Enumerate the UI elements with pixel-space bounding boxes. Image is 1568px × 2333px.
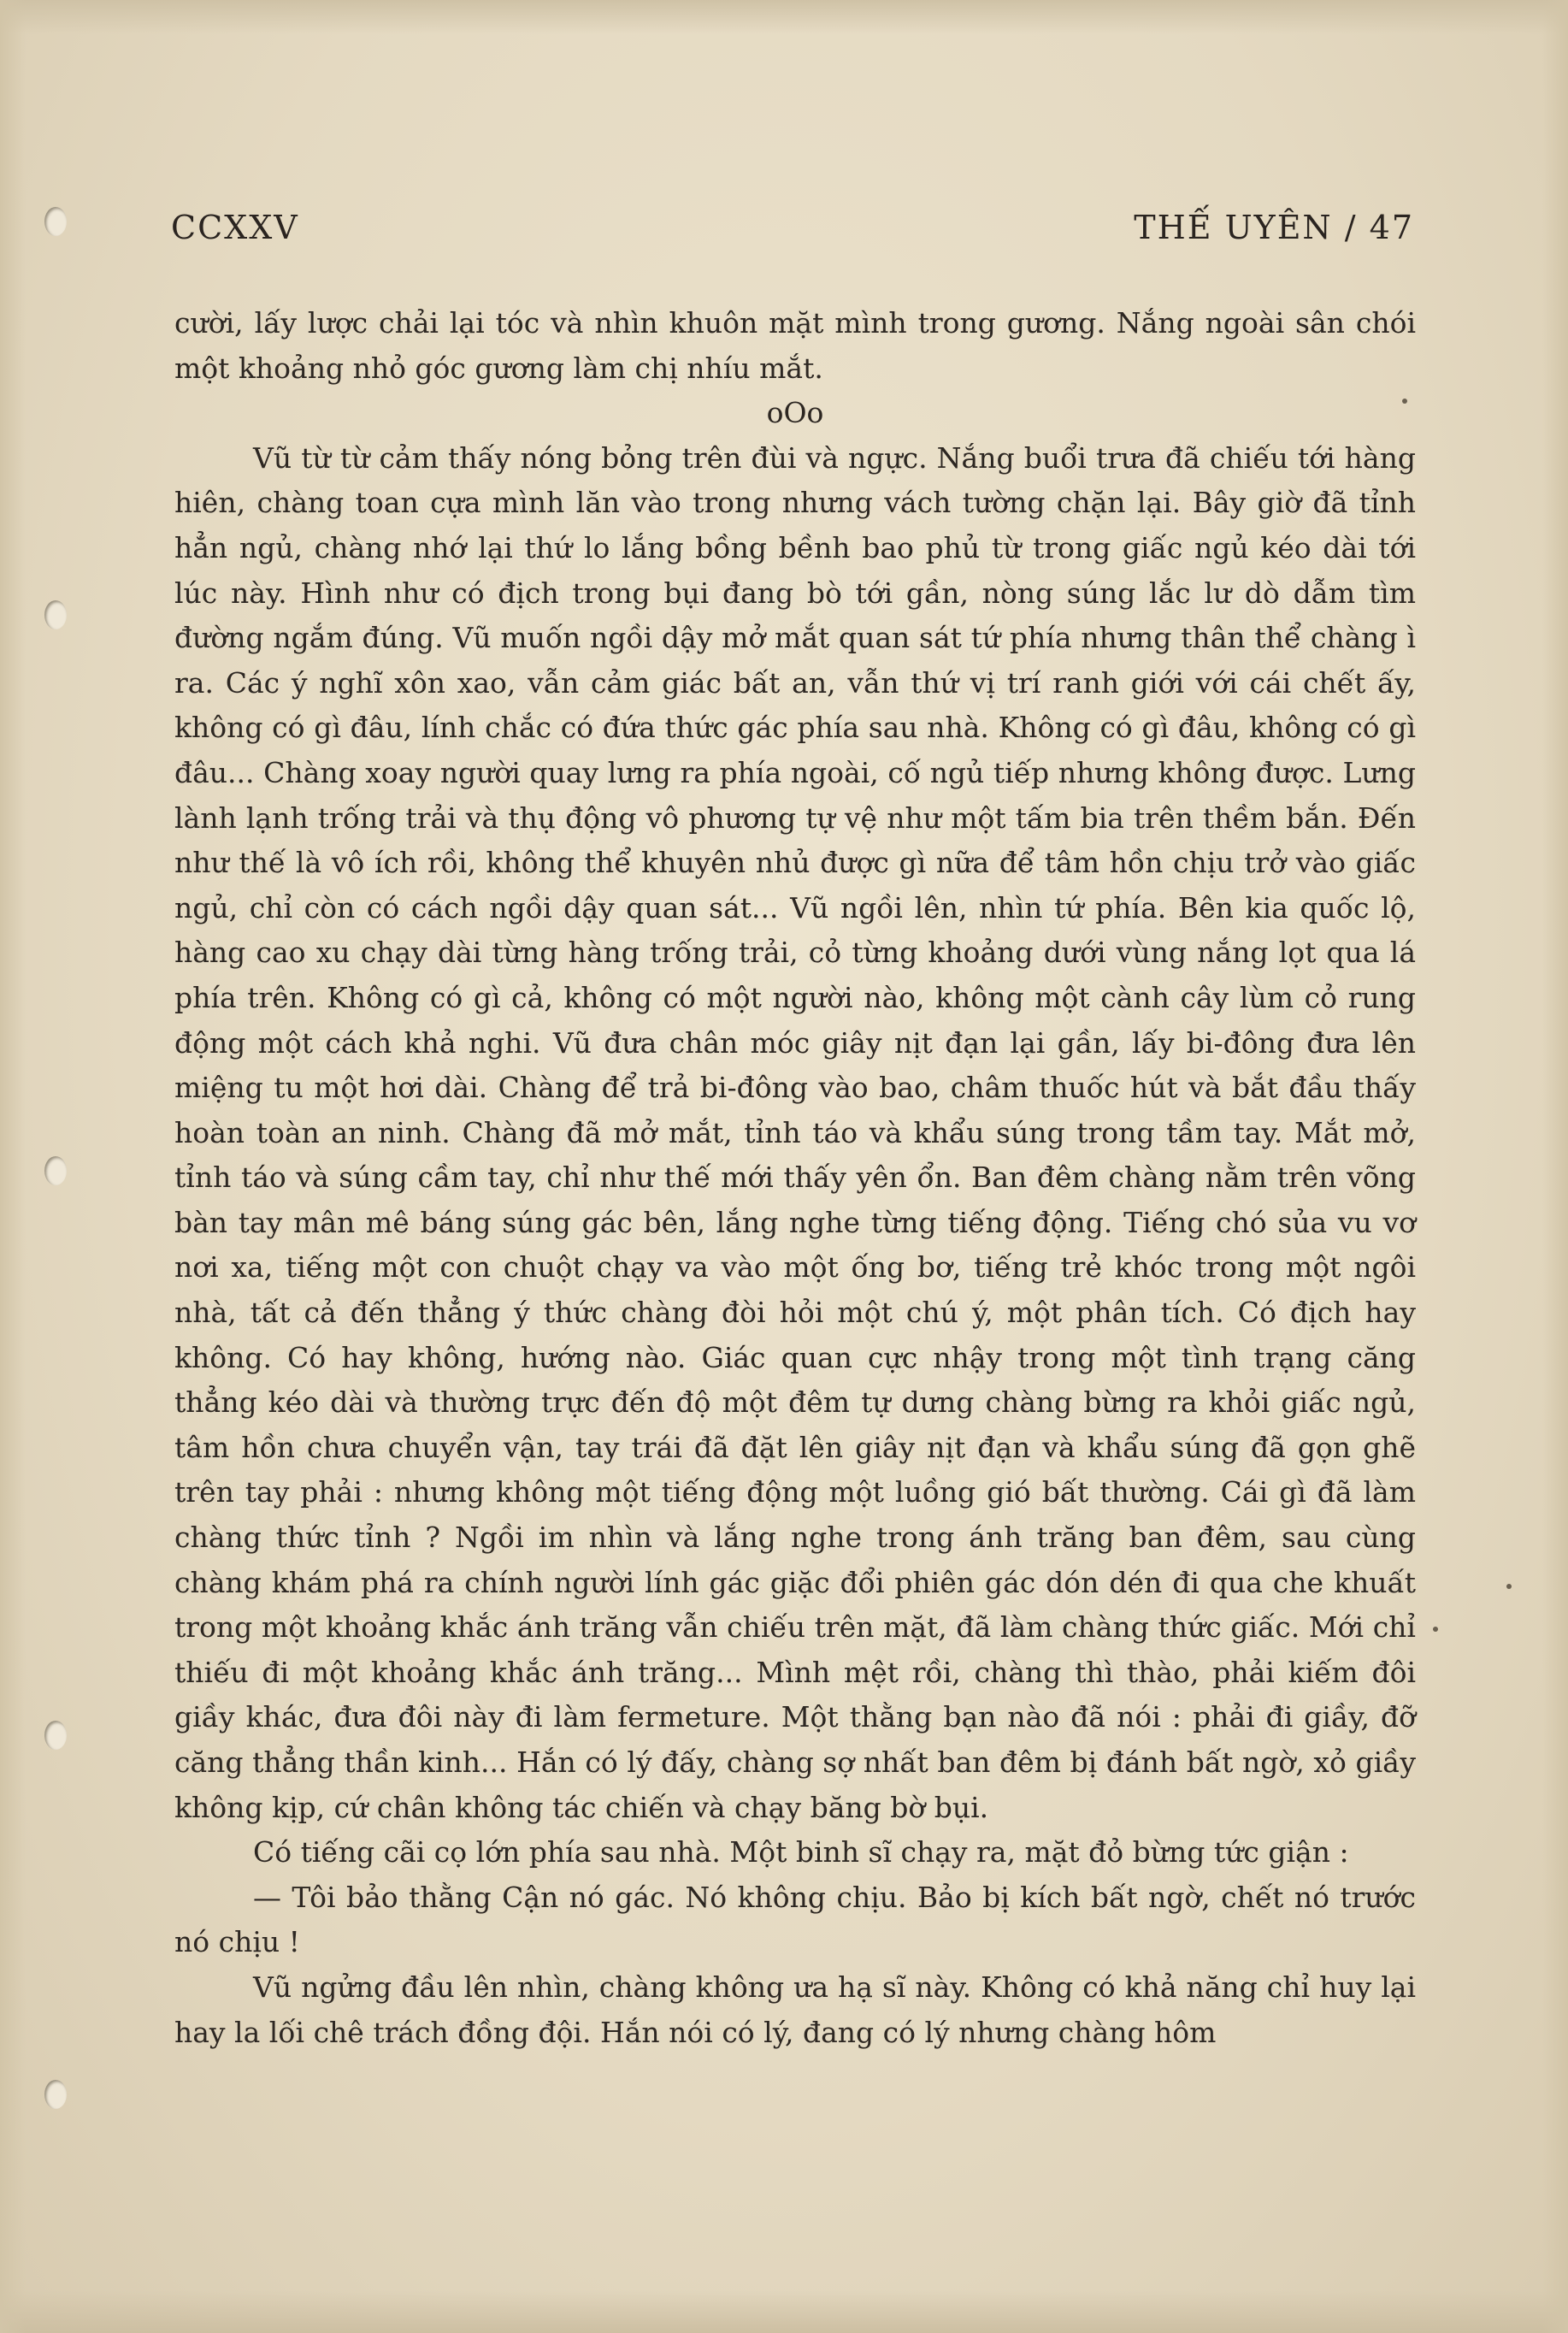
section-separator: oOo [766,396,824,430]
page-edge-top [0,0,1568,34]
running-header-right: THẾ UYÊN / 47 [1134,209,1414,246]
page-edge-right [1542,0,1568,2333]
paragraph: cười, lấy lược chải lại tóc và nhìn khuôn mặt mình trong gương. Nắng ngoài sân chói một khoảng nhỏ góc gương làm chị nhíu mắt. [174,306,1416,385]
binding-hole [44,600,67,629]
dialogue-paragraph: — Tôi bảo thằng Cận nó gác. Nó không chịu. Bảo bị kích bất ngờ, chết nó trước nó chịu ! [174,1880,1416,1959]
paper-speck [1506,1584,1512,1589]
paragraph: Vũ ngửng đầu lên nhìn, chàng không ưa hạ sĩ này. Không có khả năng chỉ huy lại hay la lối chê trách đồng đội. Hắn nói có lý, đang có lý nhưng chàng hôm [174,1970,1416,2049]
running-header-left: CCXXV [171,209,299,246]
page-edge-left [0,0,26,2333]
paragraph: Có tiếng cãi cọ lớn phía sau nhà. Một binh sĩ chạy ra, mặt đỏ bừng tức giận : [253,1835,1349,1869]
binding-hole [44,207,67,236]
body-text [174,301,1416,2055]
binding-hole [44,1156,67,1185]
page-edge-bottom [0,2290,1568,2333]
binding-hole [44,1721,67,1750]
paper-speck [1433,1627,1438,1632]
paragraph: Vũ từ từ cảm thấy nóng bỏng trên đùi và ngực. Nắng buổi trưa đã chiếu tới hàng hiên, chàng toan cựa mình lăn vào trong nhưng vách tường chặn lại. Bây giờ đã tỉnh hẳn ngủ, chàng nhớ lại thứ lo lắng bồng bềnh bao phủ từ trong giấc ngủ kéo dài tới lúc này. Hình như có địch trong bụi đang bò tới gần, nòng súng lắc lư dò dẫm tìm đường ngắm đúng. Vũ muốn ngồi dậy mở mắt quan sát tứ phía nhưng thân thể chàng ì ra. Các ý nghĩ xôn xao, vẫn cảm giác bất an, vẫn thứ vị trí ranh giới với cái chết ấy, không có gì đâu, lính chắc có đứa thức gác phía sau nhà. Không có gì đâu, không có gì đâu... Chàng xoay người quay lưng ra phía ngoài, cố ngủ tiếp nhưng không được. Lưng lành lạnh trống trải và thụ động vô phương tự vệ như một tấm bia trên thềm bắn. Đến như thế là vô ích rồi, không thể khuyên nhủ được gì nữa để tâm hồn chịu trở vào giấc ngủ, chỉ còn có cách ngồi dậy quan sát... Vũ ngồi lên, nhìn tứ phía. Bên kia quốc lộ, hàng cao xu chạy dài từng hàng trống trải, cỏ từng khoảng dưới vùng nắng lọt qua lá phía trên. Không có gì cả, không có một người nào, không một cành cây lùm cỏ rung động một cách khả nghi. Vũ đưa chân móc giây nịt đạn lại gần, lấy bi-đông đưa lên miệng tu một hơi dài. Chàng để trả bi-đông vào bao, châm thuốc hút và bắt đầu thấy hoàn toàn an ninh. Chàng đã mở mắt, tỉnh táo và khẩu súng trong tầm tay. Mắt mở, tỉnh táo và súng cầm tay, chỉ như thế mới thấy yên ổn. Ban đêm chàng nằm trên võng bàn tay mân mê báng súng gác bên, lắng nghe từng tiếng động. Tiếng chó sủa vu vơ nơi xa, tiếng một con chuột chạy va vào một ống bơ, tiếng trẻ khóc trong một ngôi nhà, tất cả đến thẳng ý thức chàng đòi hỏi một chú ý, một phân tích. Có địch hay không. Có hay không, hướng nào. Giác quan cực nhậy trong một tình trạng căng thẳng kéo dài và thường trực đến độ một đêm tự dưng chàng bừng ra khỏi giấc ngủ, tâm hồn chưa chuyển vận, tay trái đã đặt lên giây nịt đạn và khẩu súng đã gọn ghẽ trên tay phải : nhưng không một tiếng động một luồng gió bất thường. Cái gì đã làm chàng thức tỉnh ? Ngồi im nhìn và lắng nghe trong ánh trăng ban đêm, sau cùng chàng khám phá ra chính người lính gác giặc đổi phiên gác dón dén đi qua che khuất trong một khoảng khắc ánh trăng vẫn chiếu trên mặt, đã làm chàng thức giấc. Mới chỉ thiếu đi một khoảng khắc ánh trăng... Mình mệt rồi, chàng thì thào, phải kiếm đôi giầy khác, đưa đôi này đi làm fermeture. Một thằng bạn nào đã nói : phải đi giầy, đỡ căng thẳng thần kinh... Hắn có lý đấy, chàng sợ nhất ban đêm bị đánh bất ngờ, xỏ giầy không kịp, cứ chân không tác chiến và chạy băng bờ bụi. [174,440,1416,1824]
binding-hole [44,2080,67,2109]
